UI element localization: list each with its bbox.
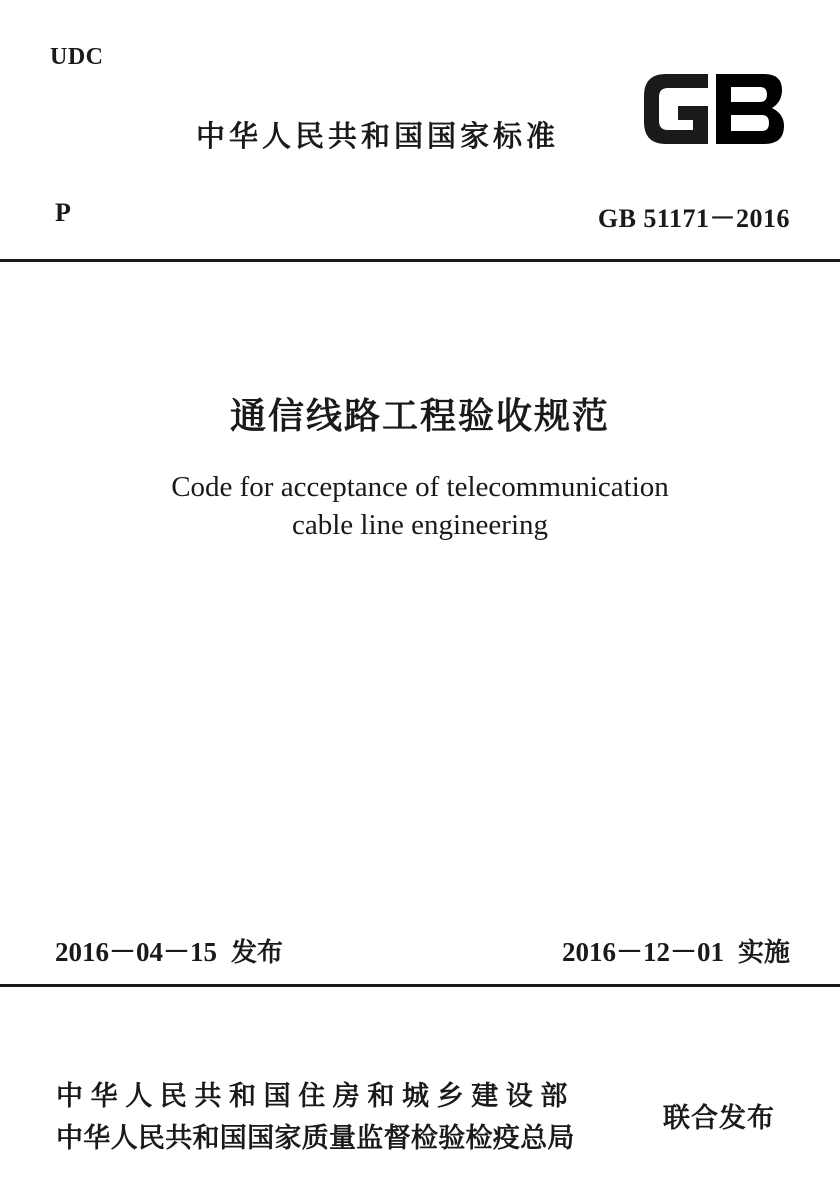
implementation-date: 2016－12－01 xyxy=(561,937,724,967)
implementation-label: 实施 xyxy=(737,938,790,968)
issue-date-block xyxy=(55,930,283,969)
implementation-date-block xyxy=(562,930,790,969)
issue-label: 发布 xyxy=(231,938,284,968)
standard-category: P xyxy=(55,198,71,227)
issue-date: 2016－04－15 xyxy=(55,937,217,967)
top-divider xyxy=(0,259,840,262)
udc-label: UDC xyxy=(50,44,104,70)
national-standard-heading: 中华人民共和国国家标准 xyxy=(196,119,560,153)
joint-issue-label: 联合发布 xyxy=(663,1103,775,1134)
gb-logo xyxy=(638,68,788,150)
issuer-ministry: 中华人民共和国住房和城乡建设部 xyxy=(56,1081,575,1112)
gb-logo-letter-b xyxy=(716,74,784,144)
title-english-line-2: cable line engineering xyxy=(291,509,549,541)
gb-logo-letter-g xyxy=(644,74,708,144)
issuer-aqsiq: 中华人民共和国国家质量监督检验检疫总局 xyxy=(56,1123,575,1154)
bottom-divider xyxy=(0,984,840,987)
title-chinese: 通信线路工程验收规范 xyxy=(229,395,610,437)
title-english xyxy=(0,468,840,544)
title-english-line-1: Code for acceptance of telecommunication xyxy=(171,471,669,503)
standard-number: GB 51171－2016 xyxy=(597,204,790,233)
